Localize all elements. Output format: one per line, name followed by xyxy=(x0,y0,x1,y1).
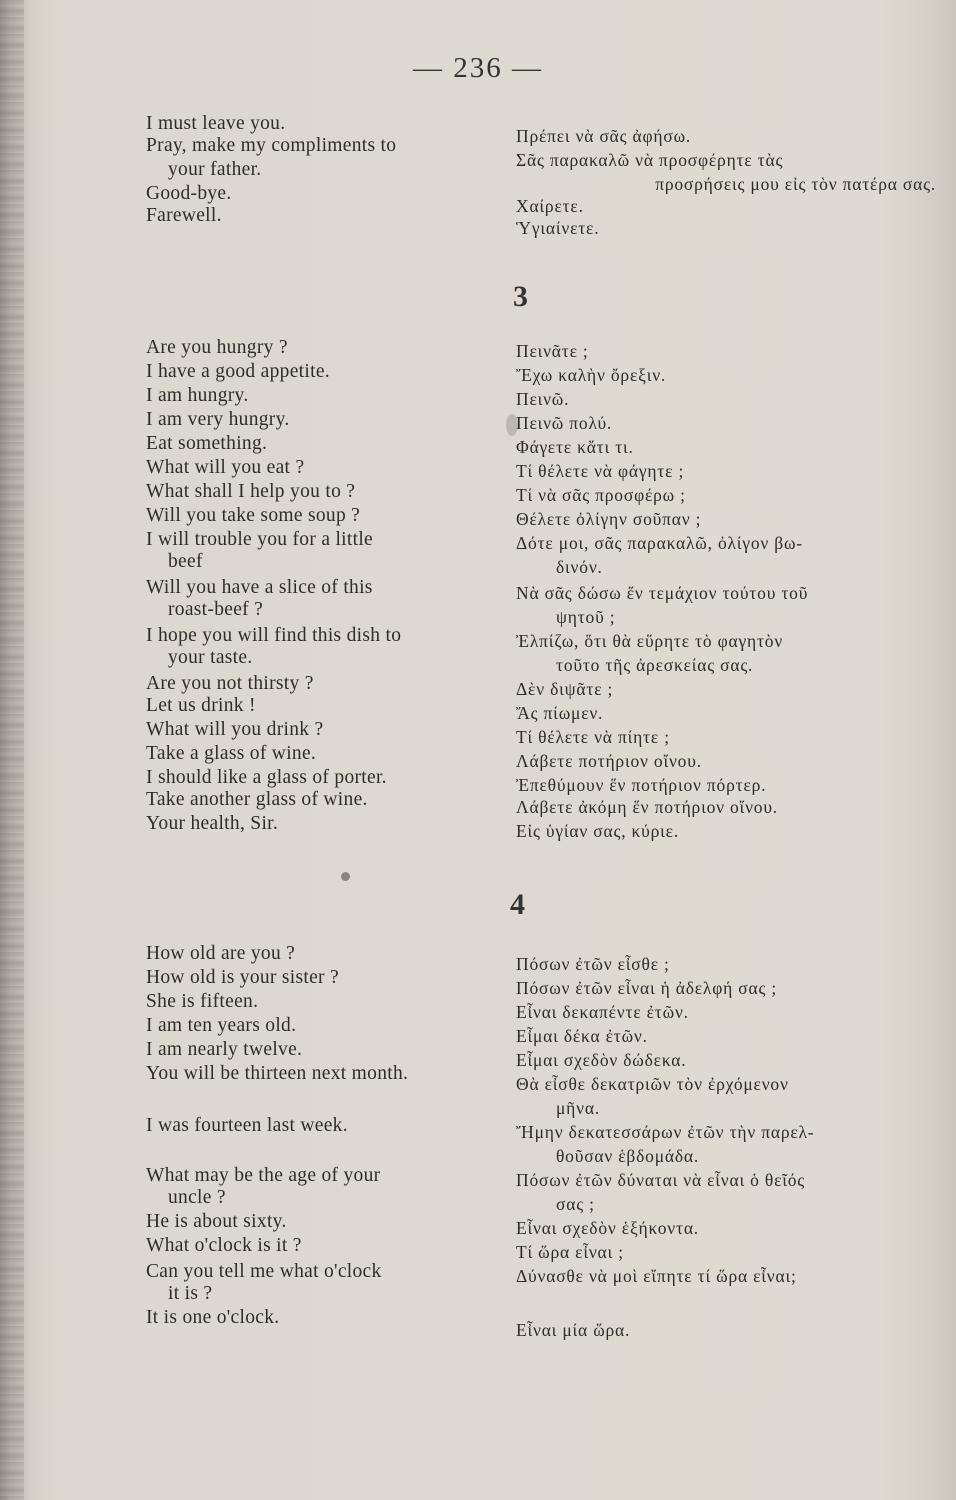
english-line: uncle ? xyxy=(168,1187,226,1208)
english-line: Pray, make my compliments to xyxy=(146,135,397,156)
greek-line: Ἄς πίωμεν. xyxy=(516,703,604,723)
english-line: I have a good appetite. xyxy=(146,361,330,382)
english-line: How old are you ? xyxy=(146,943,296,964)
english-line: It is one o'clock. xyxy=(146,1307,280,1328)
english-line: roast-beef ? xyxy=(168,599,264,620)
english-line: Are you hungry ? xyxy=(146,337,288,358)
greek-line: Πόσων ἐτῶν εἶσθε ; xyxy=(516,954,670,974)
greek-line: Τί θέλετε νὰ πίητε ; xyxy=(516,727,670,747)
greek-line: Τί ὥρα εἶναι ; xyxy=(516,1242,624,1262)
english-line: I am very hungry. xyxy=(146,409,290,430)
page-number: — 236 — xyxy=(413,52,543,84)
greek-line: δινόν. xyxy=(556,557,603,577)
english-line: He is about sixty. xyxy=(146,1211,287,1232)
english-line: Take another glass of wine. xyxy=(146,789,368,810)
english-line: What shall I help you to ? xyxy=(146,481,356,502)
english-line: your taste. xyxy=(168,647,253,668)
english-line: You will be thirteen next month. xyxy=(146,1063,409,1084)
greek-line: σας ; xyxy=(556,1194,595,1214)
greek-line: Τί νὰ σᾶς προσφέρω ; xyxy=(516,485,686,505)
greek-line: Νὰ σᾶς δώσω ἕν τεμάχιον τούτου τοῦ xyxy=(516,583,809,603)
greek-line: Εἰς ὑγίαν σας, κύριε. xyxy=(516,821,679,841)
english-line: Good-bye. xyxy=(146,183,232,204)
english-line: I am ten years old. xyxy=(146,1015,297,1036)
greek-line: Ἤμην δεκατεσσάρων ἐτῶν τὴν παρελ- xyxy=(516,1122,815,1142)
english-line: How old is your sister ? xyxy=(146,967,339,988)
english-line: I will trouble you for a little xyxy=(146,529,373,550)
greek-line: Ὑγιαίνετε. xyxy=(516,218,600,238)
english-line: your father. xyxy=(168,159,262,180)
english-line: Take a glass of wine. xyxy=(146,743,317,764)
paper-blemish xyxy=(506,414,518,436)
greek-line: Εἶμαι σχεδὸν δώδεκα. xyxy=(516,1050,687,1070)
greek-line: Φάγετε κἄτι τι. xyxy=(516,437,634,457)
greek-line: Πεινῶ πολύ. xyxy=(516,413,613,433)
english-line: What o'clock is it ? xyxy=(146,1235,302,1256)
greek-line: Πεινῶ. xyxy=(516,389,570,409)
greek-line: Δὲν διψᾶτε ; xyxy=(516,679,614,699)
section-number-3: 3 xyxy=(513,280,528,313)
greek-line: μῆνα. xyxy=(556,1098,600,1118)
english-line: I am hungry. xyxy=(146,385,249,406)
greek-line: προσρήσεις μου εἰς τὸν πατέρα σας. xyxy=(655,174,936,194)
english-line: it is ? xyxy=(168,1283,213,1304)
greek-line: Δότε μοι, σᾶς παρακαλῶ, ὀλίγον βω- xyxy=(516,533,803,553)
greek-line: Δύνασθε νὰ μοὶ εἴπητε τί ὥρα εἶναι; xyxy=(516,1266,797,1286)
greek-line: Λάβετε ἀκόμη ἕν ποτήριον οἴνου. xyxy=(516,797,778,817)
english-line: I hope you will find this dish to xyxy=(146,625,402,646)
greek-line: θοῦσαν ἑβδομάδα. xyxy=(556,1146,700,1166)
english-line: I should like a glass of porter. xyxy=(146,767,387,788)
english-line: Let us drink ! xyxy=(146,695,256,716)
english-line: What will you drink ? xyxy=(146,719,324,740)
greek-line: Εἶναι σχεδὸν ἑξήκοντα. xyxy=(516,1218,699,1238)
page-binding-edge xyxy=(0,0,24,1500)
greek-line: Εἶναι δεκαπέντε ἐτῶν. xyxy=(516,1002,689,1022)
greek-line: Πόσων ἐτῶν δύναται νὰ εἶναι ὁ θεῖός xyxy=(516,1170,806,1190)
greek-line: Πόσων ἐτῶν εἶναι ἡ ἀδελφή σας ; xyxy=(516,978,778,998)
greek-line: Τί θέλετε νὰ φάγητε ; xyxy=(516,461,685,481)
english-line: Eat something. xyxy=(146,433,268,454)
greek-line: Θέλετε ὀλίγην σοῦπαν ; xyxy=(516,509,702,529)
english-line: She is fifteen. xyxy=(146,991,259,1012)
section-number-4: 4 xyxy=(510,888,525,921)
english-line: Farewell. xyxy=(146,205,222,226)
greek-line: Λάβετε ποτήριον οἴνου. xyxy=(516,751,702,771)
greek-line: Θὰ εἶσθε δεκατριῶν τὸν ἐρχόμενον xyxy=(516,1074,789,1094)
greek-line: Σᾶς παρακαλῶ νὰ προσφέρητε τὰς xyxy=(516,150,784,170)
greek-line: Πεινᾶτε ; xyxy=(516,341,589,361)
ink-spot xyxy=(341,872,350,881)
english-line: What may be the age of your xyxy=(146,1165,381,1186)
greek-line: Πρέπει νὰ σᾶς ἀφήσω. xyxy=(516,126,692,146)
english-line: Are you not thirsty ? xyxy=(146,673,314,694)
english-line: I must leave you. xyxy=(146,113,286,134)
english-line: I am nearly twelve. xyxy=(146,1039,303,1060)
english-line: What will you eat ? xyxy=(146,457,305,478)
english-line: Can you tell me what o'clock xyxy=(146,1261,382,1282)
greek-line: Ἐλπίζω, ὅτι θὰ εὕρητε τὸ φαγητὸν xyxy=(516,631,784,651)
english-line: Will you take some soup ? xyxy=(146,505,361,526)
greek-line: τοῦτο τῆς ἀρεσκείας σας. xyxy=(556,655,754,675)
english-line: I was fourteen last week. xyxy=(146,1115,348,1136)
greek-line: ψητοῦ ; xyxy=(556,607,616,627)
greek-line: Ἐπεθύμουν ἕν ποτήριον πόρτερ. xyxy=(516,775,767,795)
english-line: Your health, Sir. xyxy=(146,813,279,834)
english-line: beef xyxy=(168,551,203,572)
greek-line: Ἔχω καλὴν ὄρεξιν. xyxy=(516,365,667,385)
english-line: Will you have a slice of this xyxy=(146,577,373,598)
greek-line: Χαίρετε. xyxy=(516,196,584,216)
greek-line: Εἶναι μία ὥρα. xyxy=(516,1320,631,1340)
greek-line: Εἶμαι δέκα ἐτῶν. xyxy=(516,1026,648,1046)
